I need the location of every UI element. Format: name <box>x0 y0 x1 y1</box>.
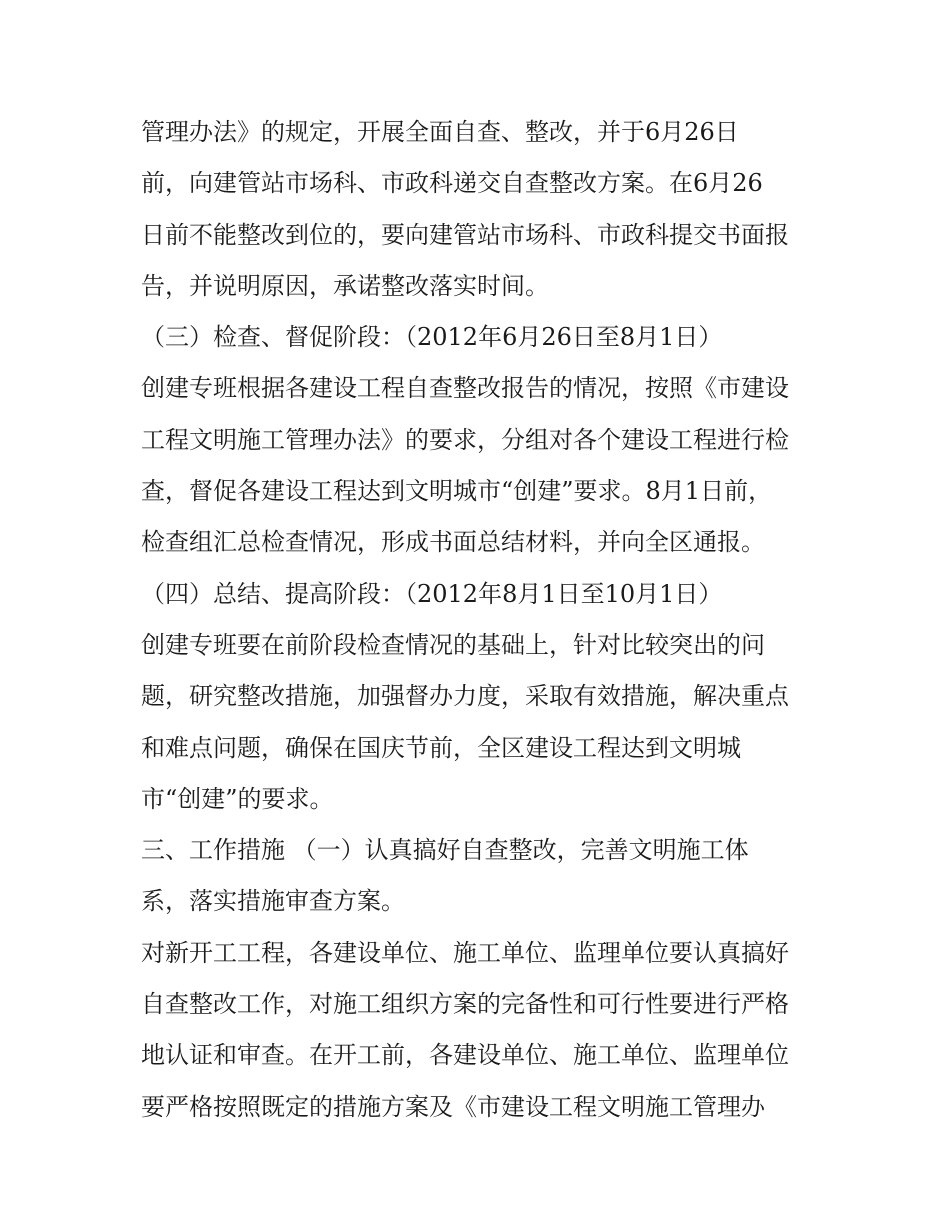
text-line: 市“创建”的要求。 <box>141 784 334 813</box>
text-line: 检查组汇总检查情况，形成书面总结材料，并向全区通报。 <box>141 528 765 557</box>
section-heading-summary-improve: （四）总结、提高阶段：（2012年8月1日至10月1日） <box>141 579 723 608</box>
text-line: 地认证和审查。在开工前，各建设单位、施工单位、监理单位 <box>141 1041 789 1070</box>
text-line: 系，落实措施审查方案。 <box>141 887 405 916</box>
text-line: 和难点问题，确保在国庆节前，全区建设工程达到文明城 <box>141 733 741 762</box>
text-line: 自查整改工作，对施工组织方案的完备性和可行性要进行严格 <box>141 990 789 1019</box>
text-line: 管理办法》的规定，开展全面自查、整改，并于6月26日 <box>141 118 739 146</box>
text-line: 创建专班根据各建设工程自查整改报告的情况，按照《市建设 <box>141 374 789 403</box>
text-line: 对新开工工程，各建设单位、施工单位、监理单位要认真搞好 <box>141 938 789 967</box>
text-line: 创建专班要在前阶段检查情况的基础上，针对比较突出的问 <box>141 630 765 659</box>
text-line: 查，督促各建设工程达到文明城市“创建”要求。8月1日前， <box>141 477 773 506</box>
section-heading-check-supervise: （三）检查、督促阶段：（2012年6月26日至8月1日） <box>141 323 723 352</box>
text-line: 前，向建管站市场科、市政科递交自查整改方案。在6月26 <box>141 169 763 198</box>
document-body <box>141 107 821 1133</box>
text-line: 题，研究整改措施，加强督办力度，采取有效措施，解决重点 <box>141 682 789 711</box>
text-line: 工程文明施工管理办法》的要求，分组对各个建设工程进行检 <box>141 425 789 454</box>
text-line: 要严格按照既定的措施方案及《市建设工程文明施工管理办 <box>141 1092 765 1121</box>
section-heading-work-measures: 三、工作措施 （一）认真搞好自查整改，完善文明施工体 <box>141 836 749 865</box>
text-line: 日前不能整改到位的，要向建管站市场科、市政科提交书面报 <box>141 220 789 249</box>
text-line: 告，并说明原因，承诺整改落实时间。 <box>141 271 549 300</box>
